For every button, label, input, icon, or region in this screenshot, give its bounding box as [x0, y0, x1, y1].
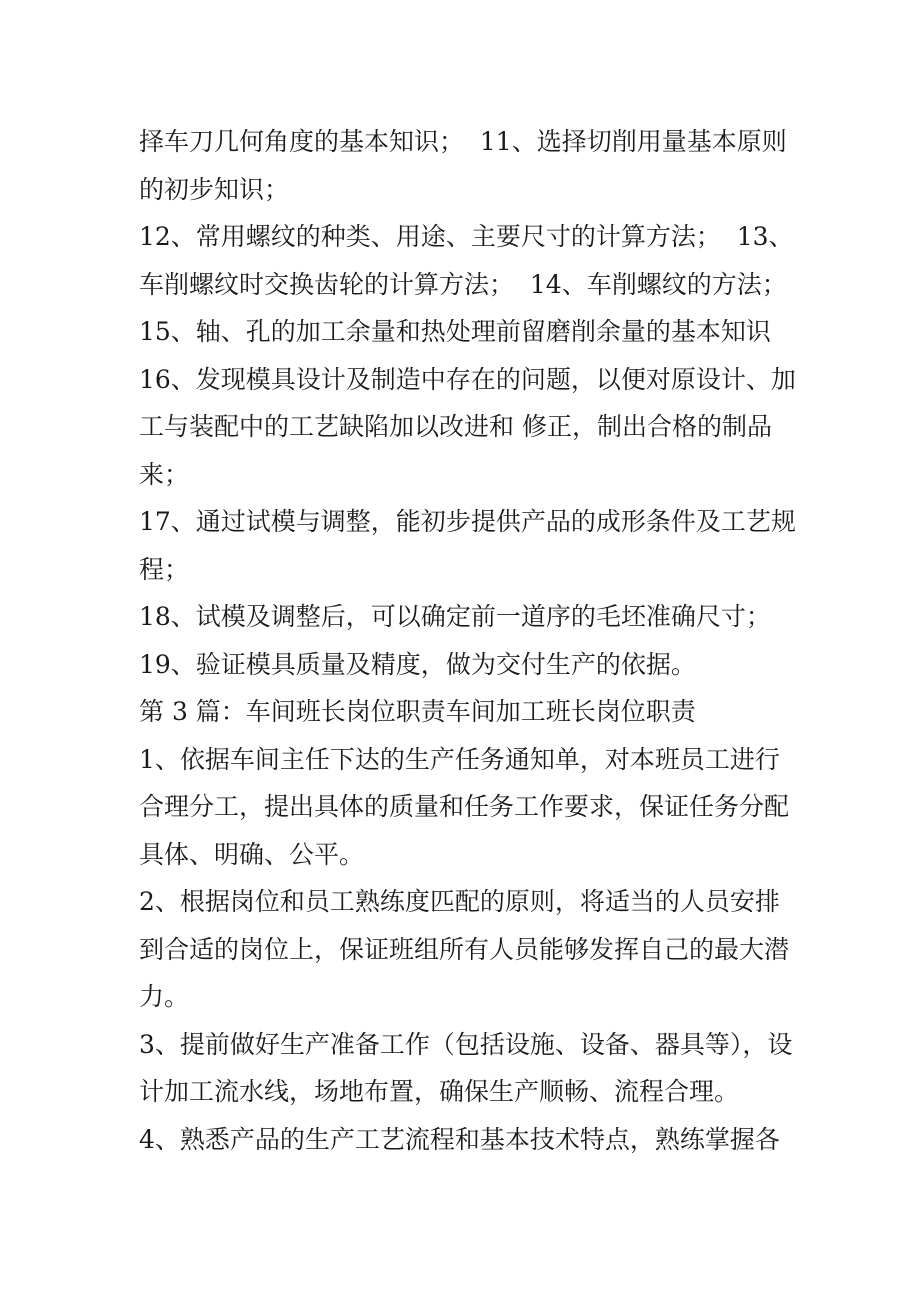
text-line: 合理分工，提出具体的质量和任务工作要求，保证任务分配	[139, 792, 790, 821]
text-line: 1、依据车间主任下达的生产任务通知单，对本班员工进行	[139, 744, 780, 774]
text-line: 程；	[139, 554, 190, 584]
text-line: 18、试模及调整后，可以确定前一道序的毛坯准确尺寸；	[139, 602, 771, 631]
text-line: 19、验证模具质量及精度，做为交付生产的依据。	[139, 649, 696, 679]
text-line: 4、熟悉产品的生产工艺流程和基本技术特点，熟练掌握各	[139, 1124, 780, 1154]
text-line: 车削螺纹时交换齿轮的计算方法； 14、车削螺纹的方法；	[139, 269, 787, 299]
text-line: 3、提前做好生产准备工作（包括设施、设备、器具等），设	[139, 1029, 793, 1059]
text-line: 力。	[139, 982, 190, 1011]
section-heading: 第 3 篇：车间班长岗位职责车间加工班长岗位职责	[139, 697, 696, 726]
text-line: 15、轴、孔的加工余量和热处理前留磨削余量的基本知识	[139, 317, 771, 346]
text-line: 17、通过试模与调整，能初步提供产品的成形条件及工艺规	[139, 507, 796, 536]
document-body	[139, 118, 796, 1163]
text-line: 计加工流水线，场地布置，确保生产顺畅、流程合理。	[139, 1077, 740, 1106]
text-line: 具体、明确、公平。	[139, 839, 365, 869]
text-line: 2、根据岗位和员工熟练度匹配的原则，将适当的人员安排	[139, 887, 780, 916]
text-line: 来；	[139, 459, 190, 489]
text-line: 12、常用螺纹的种类、用途、主要尺寸的计算方法； 13、	[139, 222, 794, 251]
text-line: 到合适的岗位上，保证班组所有人员能够发挥自己的最大潜	[139, 934, 790, 964]
text-line: 16、发现模具设计及制造中存在的问题，以便对原设计、加	[139, 364, 796, 394]
text-line: 的初步知识；	[139, 174, 290, 204]
text-line: 工与装配中的工艺缺陷加以改进和 修正，制出合格的制品	[139, 412, 772, 441]
text-line: 择车刀几何角度的基本知识； 11、选择切削用量基本原则	[139, 127, 787, 156]
